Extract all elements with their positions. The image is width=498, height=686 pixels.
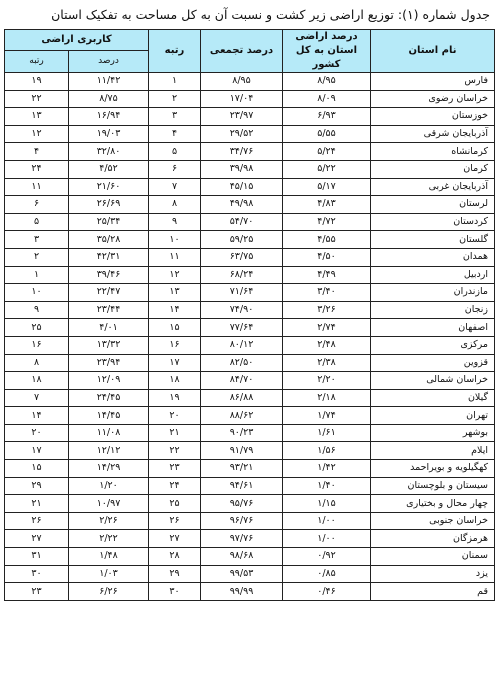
province-name-cell: خراسان رضوی (371, 90, 495, 108)
land-use-rank-cell: ۱ (5, 266, 69, 284)
percent-country-cell: ۴/۴۹ (283, 266, 371, 284)
cumulative-cell: ۹۹/۵۳ (201, 565, 283, 583)
land-use-percent-cell: ۲/۲۲ (69, 530, 149, 548)
header-land-use-rank: رتبه (5, 50, 69, 72)
percent-country-cell: ۳/۲۶ (283, 301, 371, 319)
rank-cell: ۲ (149, 90, 201, 108)
cumulative-cell: ۷۱/۶۴ (201, 284, 283, 302)
land-use-percent-cell: ۱۱/۰۸ (69, 424, 149, 442)
rank-cell: ۱ (149, 73, 201, 91)
cumulative-cell: ۸۸/۶۲ (201, 407, 283, 425)
header-land-use-percent: درصد (69, 50, 149, 72)
land-use-rank-cell: ۱۸ (5, 372, 69, 390)
province-name-cell: کرمانشاه (371, 143, 495, 161)
rank-cell: ۲۴ (149, 477, 201, 495)
table-row (5, 143, 495, 161)
land-use-percent-cell: ۲۱/۶۰ (69, 178, 149, 196)
land-use-rank-cell: ۸ (5, 354, 69, 372)
percent-country-cell: ۴/۷۲ (283, 213, 371, 231)
table-row (5, 424, 495, 442)
province-name-cell: مرکزی (371, 336, 495, 354)
cumulative-cell: ۸/۹۵ (201, 73, 283, 91)
land-use-rank-cell: ۷ (5, 389, 69, 407)
land-use-rank-cell: ۹ (5, 301, 69, 319)
percent-country-cell: ۶/۹۳ (283, 108, 371, 126)
cumulative-cell: ۳۹/۹۸ (201, 160, 283, 178)
land-use-rank-cell: ۱۵ (5, 460, 69, 478)
percent-country-cell: ۵/۵۵ (283, 125, 371, 143)
cumulative-cell: ۹۷/۷۶ (201, 530, 283, 548)
percent-country-cell: ۱/۴۲ (283, 460, 371, 478)
table-row (5, 354, 495, 372)
land-use-rank-cell: ۲ (5, 248, 69, 266)
header-land-use: کاربری اراضی (5, 30, 149, 51)
rank-cell: ۴ (149, 125, 201, 143)
table-row (5, 477, 495, 495)
cumulative-cell: ۹۴/۶۱ (201, 477, 283, 495)
rank-cell: ۱۰ (149, 231, 201, 249)
cumulative-cell: ۹۳/۲۱ (201, 460, 283, 478)
province-name-cell: همدان (371, 248, 495, 266)
land-use-percent-cell: ۴/۵۲ (69, 160, 149, 178)
province-name-cell: اردبیل (371, 266, 495, 284)
cumulative-cell: ۸۲/۵۰ (201, 354, 283, 372)
table-row (5, 160, 495, 178)
land-use-rank-cell: ۱۲ (5, 125, 69, 143)
table-row (5, 442, 495, 460)
header-province: نام استان (371, 30, 495, 73)
cumulative-cell: ۷۴/۹۰ (201, 301, 283, 319)
percent-country-cell: ۵/۱۷ (283, 178, 371, 196)
table-row (5, 125, 495, 143)
province-land-table (4, 29, 495, 601)
percent-country-cell: ۲/۴۸ (283, 336, 371, 354)
land-use-percent-cell: ۳۹/۴۶ (69, 266, 149, 284)
table-body (5, 73, 495, 601)
land-use-rank-cell: ۱۷ (5, 442, 69, 460)
rank-cell: ۱۱ (149, 248, 201, 266)
rank-cell: ۱۹ (149, 389, 201, 407)
rank-cell: ۹ (149, 213, 201, 231)
rank-cell: ۲۱ (149, 424, 201, 442)
cumulative-cell: ۴۹/۹۸ (201, 196, 283, 214)
cumulative-cell: ۹۶/۷۶ (201, 512, 283, 530)
rank-cell: ۱۷ (149, 354, 201, 372)
rank-cell: ۶ (149, 160, 201, 178)
rank-cell: ۱۵ (149, 319, 201, 337)
rank-cell: ۳۰ (149, 583, 201, 601)
percent-country-cell: ۸/۹۵ (283, 73, 371, 91)
land-use-rank-cell: ۲۲ (5, 90, 69, 108)
cumulative-cell: ۱۷/۰۴ (201, 90, 283, 108)
land-use-percent-cell: ۱۴/۲۹ (69, 460, 149, 478)
cumulative-cell: ۵۹/۲۵ (201, 231, 283, 249)
land-use-percent-cell: ۴/۰۱ (69, 319, 149, 337)
land-use-rank-cell: ۳۱ (5, 548, 69, 566)
table-row (5, 583, 495, 601)
cumulative-cell: ۶۳/۷۵ (201, 248, 283, 266)
land-use-rank-cell: ۲۹ (5, 477, 69, 495)
table-row (5, 231, 495, 249)
table-row (5, 460, 495, 478)
land-use-percent-cell: ۲۳/۴۴ (69, 301, 149, 319)
land-use-percent-cell: ۱۶/۹۴ (69, 108, 149, 126)
province-name-cell: هرمزگان (371, 530, 495, 548)
percent-country-cell: ۲/۱۸ (283, 389, 371, 407)
province-name-cell: ایلام (371, 442, 495, 460)
province-name-cell: سمنان (371, 548, 495, 566)
province-name-cell: خراسان شمالی (371, 372, 495, 390)
land-use-rank-cell: ۱۱ (5, 178, 69, 196)
land-use-rank-cell: ۲۰ (5, 424, 69, 442)
rank-cell: ۱۸ (149, 372, 201, 390)
land-use-rank-cell: ۶ (5, 196, 69, 214)
table-row (5, 301, 495, 319)
percent-country-cell: ۱/۰۰ (283, 530, 371, 548)
land-use-rank-cell: ۱۰ (5, 284, 69, 302)
land-use-percent-cell: ۴۲/۳۱ (69, 248, 149, 266)
cumulative-cell: ۳۴/۷۶ (201, 143, 283, 161)
rank-cell: ۱۴ (149, 301, 201, 319)
land-use-percent-cell: ۲/۲۶ (69, 512, 149, 530)
table-row (5, 495, 495, 513)
land-use-rank-cell: ۱۳ (5, 108, 69, 126)
cumulative-cell: ۹۱/۷۹ (201, 442, 283, 460)
rank-cell: ۲۸ (149, 548, 201, 566)
header-row (5, 30, 495, 51)
percent-country-cell: ۴/۵۰ (283, 248, 371, 266)
percent-country-cell: ۱/۶۱ (283, 424, 371, 442)
province-name-cell: یزد (371, 565, 495, 583)
percent-country-cell: ۱/۱۵ (283, 495, 371, 513)
province-name-cell: زنجان (371, 301, 495, 319)
land-use-rank-cell: ۲۷ (5, 530, 69, 548)
percent-country-cell: ۰/۹۲ (283, 548, 371, 566)
province-name-cell: سیستان و بلوچستان (371, 477, 495, 495)
land-use-percent-cell: ۱۰/۹۷ (69, 495, 149, 513)
land-use-percent-cell: ۲۳/۹۴ (69, 354, 149, 372)
land-use-percent-cell: ۱۲/۱۲ (69, 442, 149, 460)
cumulative-cell: ۸۶/۸۸ (201, 389, 283, 407)
header-rank: رتبه (149, 30, 201, 73)
land-use-percent-cell: ۶/۲۶ (69, 583, 149, 601)
rank-cell: ۸ (149, 196, 201, 214)
province-name-cell: بوشهر (371, 424, 495, 442)
percent-country-cell: ۰/۴۶ (283, 583, 371, 601)
percent-country-cell: ۲/۲۰ (283, 372, 371, 390)
cumulative-cell: ۹۸/۶۸ (201, 548, 283, 566)
rank-cell: ۲۵ (149, 495, 201, 513)
table-row (5, 319, 495, 337)
table-row (5, 213, 495, 231)
cumulative-cell: ۲۳/۹۷ (201, 108, 283, 126)
province-name-cell: فارس (371, 73, 495, 91)
table-row (5, 512, 495, 530)
percent-country-cell: ۱/۵۶ (283, 442, 371, 460)
land-use-percent-cell: ۲۵/۳۴ (69, 213, 149, 231)
rank-cell: ۲۰ (149, 407, 201, 425)
table-row (5, 248, 495, 266)
province-name-cell: کردستان (371, 213, 495, 231)
table-row (5, 548, 495, 566)
percent-country-cell: ۱/۴۰ (283, 477, 371, 495)
table-row (5, 284, 495, 302)
cumulative-cell: ۶۸/۲۴ (201, 266, 283, 284)
land-use-percent-cell: ۲۶/۶۹ (69, 196, 149, 214)
land-use-percent-cell: ۱/۰۳ (69, 565, 149, 583)
rank-cell: ۱۶ (149, 336, 201, 354)
cumulative-cell: ۲۹/۵۲ (201, 125, 283, 143)
percent-country-cell: ۸/۰۹ (283, 90, 371, 108)
table-row (5, 73, 495, 91)
table-row (5, 389, 495, 407)
header-cumulative: درصد تجمعی (201, 30, 283, 73)
land-use-rank-cell: ۵ (5, 213, 69, 231)
rank-cell: ۷ (149, 178, 201, 196)
rank-cell: ۲۹ (149, 565, 201, 583)
land-use-percent-cell: ۳۲/۸۰ (69, 143, 149, 161)
table-row (5, 407, 495, 425)
land-use-rank-cell: ۱۴ (5, 407, 69, 425)
province-name-cell: قزوین (371, 354, 495, 372)
rank-cell: ۳ (149, 108, 201, 126)
cumulative-cell: ۹۰/۲۳ (201, 424, 283, 442)
province-name-cell: کرمان (371, 160, 495, 178)
rank-cell: ۲۲ (149, 442, 201, 460)
land-use-rank-cell: ۲۱ (5, 495, 69, 513)
cumulative-cell: ۵۴/۷۰ (201, 213, 283, 231)
cumulative-cell: ۴۵/۱۵ (201, 178, 283, 196)
province-name-cell: کهگیلویه و بویراحمد (371, 460, 495, 478)
land-use-percent-cell: ۱۲/۰۹ (69, 372, 149, 390)
percent-country-cell: ۵/۲۲ (283, 160, 371, 178)
cumulative-cell: ۹۹/۹۹ (201, 583, 283, 601)
province-name-cell: تهران (371, 407, 495, 425)
province-name-cell: گیلان (371, 389, 495, 407)
rank-cell: ۲۷ (149, 530, 201, 548)
table-row (5, 266, 495, 284)
land-use-percent-cell: ۸/۷۵ (69, 90, 149, 108)
percent-country-cell: ۱/۷۴ (283, 407, 371, 425)
land-use-percent-cell: ۳۵/۲۸ (69, 231, 149, 249)
land-use-rank-cell: ۲۶ (5, 512, 69, 530)
table-row (5, 530, 495, 548)
land-use-rank-cell: ۳۰ (5, 565, 69, 583)
percent-country-cell: ۲/۳۸ (283, 354, 371, 372)
table-row (5, 565, 495, 583)
province-name-cell: لرستان (371, 196, 495, 214)
percent-country-cell: ۴/۵۵ (283, 231, 371, 249)
table-caption: جدول شماره (۱): توزیع اراضی زیر کشت و نسبت آن به کل مساحت به تفکیک استان (51, 7, 490, 22)
province-name-cell: اصفهان (371, 319, 495, 337)
table-row (5, 178, 495, 196)
percent-country-cell: ۰/۸۵ (283, 565, 371, 583)
cumulative-cell: ۷۷/۶۴ (201, 319, 283, 337)
province-name-cell: آذربایجان شرقی (371, 125, 495, 143)
rank-cell: ۵ (149, 143, 201, 161)
land-use-rank-cell: ۳ (5, 231, 69, 249)
land-use-rank-cell: ۱۶ (5, 336, 69, 354)
province-name-cell: مازندران (371, 284, 495, 302)
cumulative-cell: ۹۵/۷۶ (201, 495, 283, 513)
table-row (5, 90, 495, 108)
percent-country-cell: ۴/۸۳ (283, 196, 371, 214)
land-use-percent-cell: ۱/۴۸ (69, 548, 149, 566)
table-row (5, 108, 495, 126)
rank-cell: ۱۲ (149, 266, 201, 284)
province-name-cell: گلستان (371, 231, 495, 249)
table-row (5, 196, 495, 214)
land-use-rank-cell: ۱۹ (5, 73, 69, 91)
percent-country-cell: ۵/۲۴ (283, 143, 371, 161)
land-use-percent-cell: ۱۹/۰۳ (69, 125, 149, 143)
land-use-percent-cell: ۱۱/۴۲ (69, 73, 149, 91)
percent-country-cell: ۱/۰۰ (283, 512, 371, 530)
percent-country-cell: ۲/۷۴ (283, 319, 371, 337)
land-use-rank-cell: ۴ (5, 143, 69, 161)
cumulative-cell: ۸۰/۱۲ (201, 336, 283, 354)
header-percent-country: درصد اراضی استان به کل کشور (283, 30, 371, 73)
land-use-rank-cell: ۲۵ (5, 319, 69, 337)
province-name-cell: آذربایجان غربی (371, 178, 495, 196)
land-use-percent-cell: ۲۴/۴۵ (69, 389, 149, 407)
land-use-percent-cell: ۱۳/۳۲ (69, 336, 149, 354)
cumulative-cell: ۸۴/۷۰ (201, 372, 283, 390)
rank-cell: ۱۳ (149, 284, 201, 302)
land-use-percent-cell: ۱۴/۴۵ (69, 407, 149, 425)
table-row (5, 372, 495, 390)
land-use-percent-cell: ۱/۲۰ (69, 477, 149, 495)
land-use-rank-cell: ۲۴ (5, 160, 69, 178)
land-use-percent-cell: ۲۲/۴۷ (69, 284, 149, 302)
percent-country-cell: ۳/۴۰ (283, 284, 371, 302)
province-name-cell: چهار محال و بختیاری (371, 495, 495, 513)
rank-cell: ۲۶ (149, 512, 201, 530)
province-name-cell: خراسان جنوبی (371, 512, 495, 530)
rank-cell: ۲۳ (149, 460, 201, 478)
table-row (5, 336, 495, 354)
province-name-cell: خوزستان (371, 108, 495, 126)
province-name-cell: قم (371, 583, 495, 601)
land-use-rank-cell: ۲۳ (5, 583, 69, 601)
